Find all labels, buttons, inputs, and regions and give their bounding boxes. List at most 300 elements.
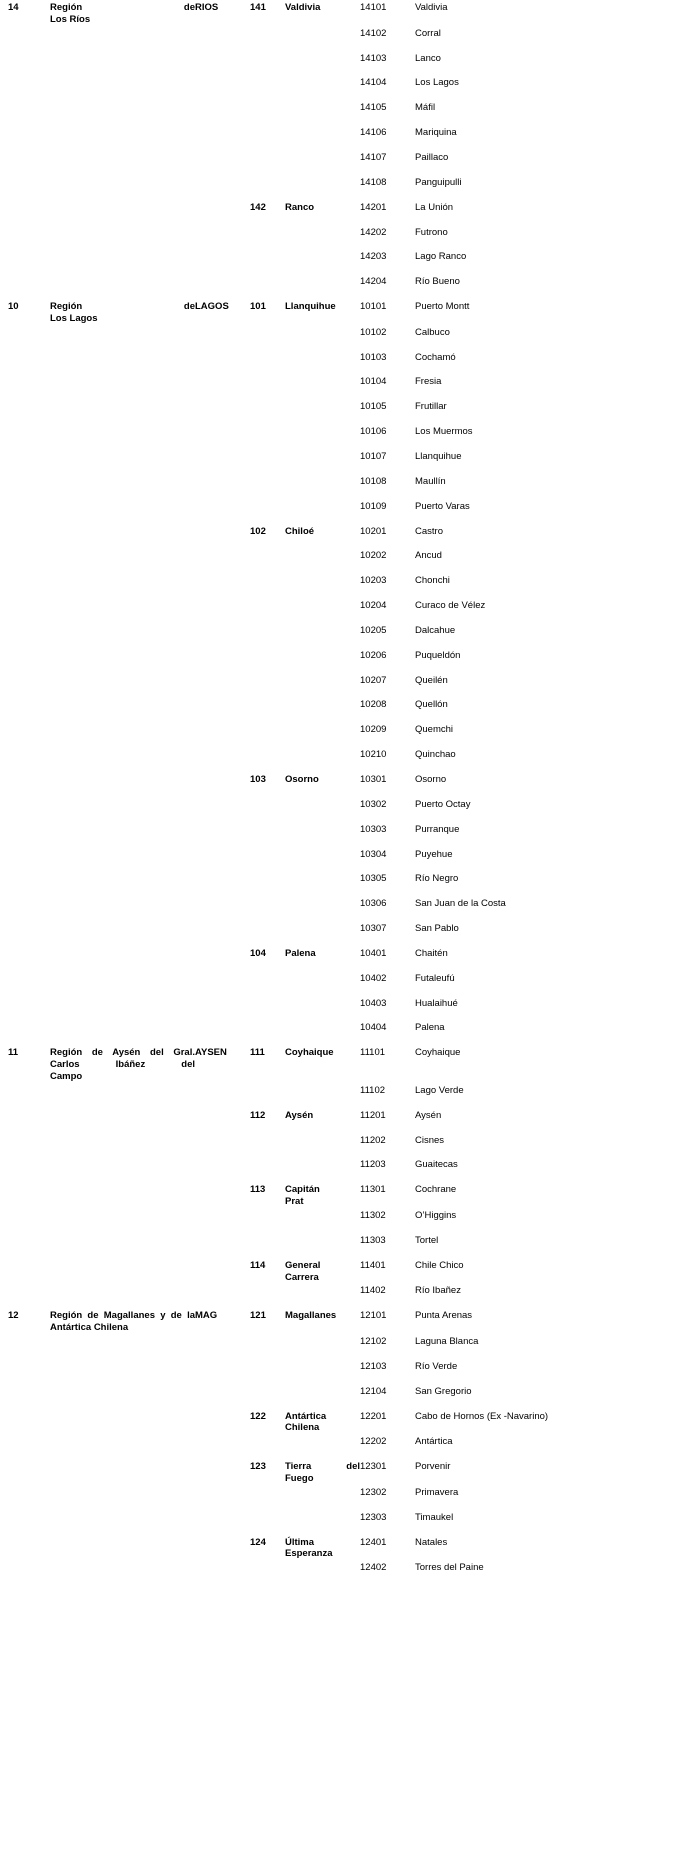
region-abbr-cell — [195, 350, 250, 375]
province-name-cell — [285, 1510, 360, 1535]
region-code-cell — [8, 1409, 50, 1435]
region-abbr-cell — [195, 1459, 250, 1485]
commune-code-cell: 14108 — [360, 176, 387, 188]
province-name-cell: Chiloé — [285, 525, 315, 537]
region-code-cell — [8, 921, 50, 946]
table-row — [8, 0, 588, 26]
province-name-cell — [285, 249, 360, 274]
region-code-cell: 10 — [8, 301, 19, 313]
region-code-cell — [8, 697, 50, 722]
region-code-cell — [8, 822, 50, 847]
region-code-cell — [8, 175, 50, 200]
province-code-cell — [250, 1560, 285, 1585]
region-code-cell — [8, 1133, 50, 1158]
region-abbr-cell — [195, 573, 250, 598]
commune-code-cell: 11202 — [360, 1134, 386, 1146]
region-name-cell — [50, 1384, 195, 1409]
table-row — [8, 374, 588, 399]
commune-name-cell: Río Negro — [415, 873, 459, 885]
region-code-cell — [8, 1020, 50, 1045]
region-name-cell — [50, 150, 195, 175]
province-code-cell: 141 — [250, 2, 266, 13]
province-name-cell — [285, 399, 360, 424]
region-code-cell — [8, 1535, 50, 1561]
table-row — [8, 200, 588, 225]
region-name-cell — [50, 225, 195, 250]
region-abbr-cell — [195, 747, 250, 772]
commune-name-cell: Cochamó — [415, 351, 456, 363]
province-name-cell — [285, 150, 360, 175]
table-row — [8, 996, 588, 1021]
province-name-cell: Palena — [285, 947, 316, 959]
province-name-cell — [285, 325, 360, 350]
commune-code-cell: 12104 — [360, 1385, 387, 1397]
commune-name-cell: San Gregorio — [415, 1385, 472, 1397]
region-abbr-cell — [195, 871, 250, 896]
commune-name-cell: Lago Verde — [415, 1084, 464, 1096]
province-name-cell — [285, 499, 360, 524]
province-code-cell — [250, 648, 285, 673]
province-code-cell — [250, 548, 285, 573]
commune-name-cell: Curaco de Vélez — [415, 600, 486, 612]
region-code-cell — [8, 847, 50, 872]
region-abbr-cell — [195, 598, 250, 623]
province-code-cell — [250, 249, 285, 274]
province-code-cell: 102 — [250, 525, 266, 537]
table-row — [8, 921, 588, 946]
province-code-cell — [250, 697, 285, 722]
commune-code-cell: 10103 — [360, 351, 387, 363]
region-code-cell — [8, 225, 50, 250]
region-abbr-cell — [195, 648, 250, 673]
commune-name-cell: Hualaihué — [415, 997, 458, 1009]
region-code-cell — [8, 350, 50, 375]
region-abbr-cell — [195, 249, 250, 274]
region-name-cell — [50, 424, 195, 449]
region-abbr-cell — [195, 1359, 250, 1384]
province-name-cell — [285, 175, 360, 200]
region-name-cell — [50, 847, 195, 872]
province-code-cell — [250, 722, 285, 747]
commune-code-cell: 10202 — [360, 550, 387, 562]
province-name-cell — [285, 474, 360, 499]
region-code-cell — [8, 1083, 50, 1108]
commune-name-cell: Queilén — [415, 674, 448, 686]
province-name-cell — [285, 1083, 360, 1108]
commune-name-cell: Quinchao — [415, 749, 456, 761]
commune-code-cell: 11302 — [360, 1210, 386, 1221]
commune-name-cell: Calbuco — [415, 326, 450, 338]
region-name-cell — [50, 399, 195, 424]
province-name-cell: Coyhaique — [285, 1047, 334, 1059]
table-row — [8, 26, 588, 51]
table-row — [8, 175, 588, 200]
region-abbr-cell — [195, 697, 250, 722]
table-row — [8, 971, 588, 996]
province-name-cell — [285, 1334, 360, 1359]
region-name-cell — [50, 1083, 195, 1108]
region-abbr-cell — [195, 1485, 250, 1510]
province-name-cell — [285, 100, 360, 125]
table-row — [8, 1334, 588, 1359]
province-name-cell: Tierra del Fuego — [285, 1461, 360, 1485]
region-abbr-cell — [195, 623, 250, 648]
province-code-cell — [250, 1334, 285, 1359]
region-name-cell — [50, 1020, 195, 1045]
commune-code-cell: 11402 — [360, 1285, 386, 1297]
table-row — [8, 449, 588, 474]
commune-code-cell: 14105 — [360, 102, 387, 114]
province-name-cell — [285, 1133, 360, 1158]
province-name-cell — [285, 548, 360, 573]
region-abbr-cell — [195, 424, 250, 449]
province-name-cell: Antártica Chilena — [285, 1410, 327, 1434]
region-code-cell — [8, 722, 50, 747]
region-name-cell — [50, 971, 195, 996]
region-abbr-cell — [195, 1510, 250, 1535]
commune-code-cell: 10208 — [360, 699, 387, 711]
table-row — [8, 299, 588, 325]
table-row — [8, 524, 588, 549]
table-row — [8, 1510, 588, 1535]
province-name-cell — [285, 623, 360, 648]
region-abbr-cell — [195, 971, 250, 996]
region-name-cell — [50, 374, 195, 399]
commune-code-cell: 10207 — [360, 674, 387, 686]
region-abbr-cell — [195, 822, 250, 847]
region-name-cell — [50, 648, 195, 673]
region-code-cell — [8, 1233, 50, 1258]
region-code-cell — [8, 1485, 50, 1510]
table-row — [8, 274, 588, 299]
province-code-cell — [250, 822, 285, 847]
region-name-cell: Región de Magallanes y de la Antártica Chilena — [50, 1310, 195, 1334]
region-name-cell — [50, 1459, 195, 1485]
province-code-cell: 122 — [250, 1410, 266, 1422]
province-code-cell — [250, 871, 285, 896]
table-row — [8, 822, 588, 847]
region-abbr-cell — [195, 175, 250, 200]
commune-code-cell: 10101 — [360, 301, 387, 313]
commune-code-cell: 10303 — [360, 823, 387, 835]
region-name-cell — [50, 1434, 195, 1459]
region-code-cell — [8, 598, 50, 623]
table-row — [8, 249, 588, 274]
province-name-cell — [285, 1434, 360, 1459]
commune-name-cell: Maullín — [415, 475, 446, 487]
commune-code-cell: 12202 — [360, 1436, 387, 1448]
region-abbr-cell — [195, 1208, 250, 1233]
commune-code-cell: 10304 — [360, 848, 387, 860]
region-name-cell — [50, 1409, 195, 1435]
region-name-cell — [50, 747, 195, 772]
region-name-cell — [50, 573, 195, 598]
region-code-cell — [8, 1208, 50, 1233]
commune-code-cell: 12303 — [360, 1511, 387, 1523]
table-row — [8, 474, 588, 499]
region-code-cell — [8, 499, 50, 524]
region-code-cell — [8, 1434, 50, 1459]
region-name-cell — [50, 1108, 195, 1133]
region-name-cell — [50, 1359, 195, 1384]
commune-name-cell: Mariquina — [415, 127, 457, 139]
region-code-cell — [8, 648, 50, 673]
province-code-cell — [250, 150, 285, 175]
commune-name-cell: Timaukel — [415, 1511, 454, 1523]
province-name-cell — [285, 871, 360, 896]
region-name-cell — [50, 175, 195, 200]
province-name-cell — [285, 1560, 360, 1585]
commune-name-cell: Laguna Blanca — [415, 1336, 479, 1348]
region-code-cell — [8, 125, 50, 150]
province-name-cell — [285, 1020, 360, 1045]
table-row — [8, 548, 588, 573]
province-name-cell — [285, 797, 360, 822]
commune-code-cell: 10108 — [360, 475, 387, 487]
commune-code-cell: 14101 — [360, 2, 387, 13]
commune-name-cell: Tortel — [415, 1234, 439, 1246]
commune-code-cell: 12201 — [360, 1410, 387, 1422]
province-code-cell: 104 — [250, 947, 266, 959]
region-abbr-cell — [195, 1233, 250, 1258]
region-code-cell — [8, 946, 50, 971]
commune-name-cell: Quellón — [415, 699, 448, 711]
table-row — [8, 747, 588, 772]
region-code-cell — [8, 1182, 50, 1208]
province-code-cell — [250, 449, 285, 474]
commune-name-cell: Río Verde — [415, 1360, 458, 1372]
region-abbr-cell — [195, 772, 250, 797]
commune-code-cell: 10204 — [360, 600, 387, 612]
province-code-cell — [250, 1133, 285, 1158]
commune-code-cell: 12101 — [360, 1310, 387, 1322]
province-code-cell: 112 — [250, 1109, 266, 1121]
commune-code-cell: 12301 — [360, 1461, 387, 1473]
commune-code-cell: 10401 — [360, 947, 387, 959]
region-name-cell — [50, 1334, 195, 1359]
province-code-cell: 101 — [250, 301, 266, 313]
province-name-cell: Aysén — [285, 1109, 314, 1121]
province-name-cell — [285, 274, 360, 299]
table-row — [8, 1560, 588, 1585]
region-abbr-cell — [195, 1384, 250, 1409]
region-abbr-cell — [195, 75, 250, 100]
table-row — [8, 424, 588, 449]
commune-name-cell: San Pablo — [415, 923, 459, 935]
commune-name-cell: Guaitecas — [415, 1159, 458, 1171]
region-name-cell — [50, 51, 195, 76]
province-code-cell — [250, 1434, 285, 1459]
region-name-cell — [50, 26, 195, 51]
commune-name-cell: Primavera — [415, 1486, 459, 1498]
commune-code-cell: 10203 — [360, 575, 387, 587]
province-name-cell — [285, 598, 360, 623]
region-abbr-cell — [195, 200, 250, 225]
region-name-cell — [50, 1157, 195, 1182]
province-name-cell — [285, 673, 360, 698]
region-abbr-cell — [195, 150, 250, 175]
commune-name-cell: Cabo de Hornos (Ex -Navarino) — [415, 1410, 549, 1422]
region-abbr-cell — [195, 673, 250, 698]
commune-name-cell: Puerto Octay — [415, 798, 471, 810]
province-code-cell: 121 — [250, 1310, 266, 1322]
region-name-cell — [50, 1485, 195, 1510]
province-name-cell — [285, 648, 360, 673]
region-abbr-cell — [195, 225, 250, 250]
commune-code-cell: 12401 — [360, 1536, 387, 1548]
region-name-cell — [50, 822, 195, 847]
region-name-cell — [50, 623, 195, 648]
province-name-cell — [285, 1485, 360, 1510]
table-row — [8, 1485, 588, 1510]
region-abbr-cell — [195, 797, 250, 822]
commune-code-cell: 10307 — [360, 923, 387, 935]
province-code-cell — [250, 1359, 285, 1384]
region-name-cell — [50, 325, 195, 350]
region-abbr-cell — [195, 1108, 250, 1133]
region-code-cell — [8, 1334, 50, 1359]
commune-name-cell: Panguipulli — [415, 176, 462, 188]
commune-name-cell: Frutillar — [415, 401, 447, 413]
commune-code-cell: 10206 — [360, 649, 387, 661]
region-name-cell — [50, 871, 195, 896]
table-row — [8, 1409, 588, 1435]
region-name-cell — [50, 946, 195, 971]
region-abbr-cell — [195, 996, 250, 1021]
commune-code-cell: 10402 — [360, 972, 387, 984]
commune-name-cell: Antártica — [415, 1436, 453, 1448]
commune-name-cell: Chonchi — [415, 575, 450, 587]
province-code-cell — [250, 1384, 285, 1409]
commune-name-cell: Puqueldón — [415, 649, 461, 661]
region-code-cell — [8, 474, 50, 499]
table-row — [8, 1083, 588, 1108]
table-row — [8, 772, 588, 797]
table-row — [8, 573, 588, 598]
region-abbr-cell — [195, 274, 250, 299]
region-abbr-cell — [195, 374, 250, 399]
region-abbr-cell — [195, 100, 250, 125]
region-abbr-cell — [195, 896, 250, 921]
region-name-cell — [50, 1283, 195, 1308]
commune-name-cell: Chile Chico — [415, 1259, 464, 1271]
table-row — [8, 1359, 588, 1384]
commune-name-cell: Quemchi — [415, 724, 454, 736]
province-code-cell — [250, 474, 285, 499]
region-name-cell — [50, 896, 195, 921]
commune-name-cell: Punta Arenas — [415, 1310, 473, 1322]
province-name-cell: Llanquihue — [285, 301, 336, 313]
region-code-cell — [8, 673, 50, 698]
province-name-cell — [285, 26, 360, 51]
province-name-cell — [285, 1233, 360, 1258]
region-name-cell — [50, 1258, 195, 1284]
table-row — [8, 1045, 588, 1083]
province-name-cell — [285, 1384, 360, 1409]
province-code-cell — [250, 51, 285, 76]
region-abbr-cell — [195, 1283, 250, 1308]
province-code-cell — [250, 374, 285, 399]
region-code-cell: 14 — [8, 2, 19, 13]
province-code-cell — [250, 996, 285, 1021]
region-abbr-cell — [195, 1560, 250, 1585]
region-code-cell — [8, 1384, 50, 1409]
table-row — [8, 1020, 588, 1045]
commune-code-cell: 11201 — [360, 1109, 386, 1121]
table-row — [8, 1157, 588, 1182]
table-row — [8, 1308, 588, 1334]
region-code-cell — [8, 623, 50, 648]
region-abbr-cell — [195, 946, 250, 971]
region-abbr-cell — [195, 474, 250, 499]
province-name-cell — [285, 971, 360, 996]
province-name-cell — [285, 996, 360, 1021]
table-row — [8, 1133, 588, 1158]
table-row — [8, 1535, 588, 1561]
table-body — [8, 0, 588, 1585]
commune-code-cell: 11301 — [360, 1184, 386, 1196]
table-row — [8, 225, 588, 250]
region-code-cell — [8, 747, 50, 772]
province-name-cell — [285, 350, 360, 375]
commune-code-cell: 14107 — [360, 151, 387, 163]
province-name-cell — [285, 449, 360, 474]
commune-name-cell: Fresia — [415, 376, 442, 388]
commune-code-cell: 10102 — [360, 326, 387, 338]
commune-name-cell: Cisnes — [415, 1134, 445, 1146]
region-abbr-cell — [195, 548, 250, 573]
region-name-cell — [50, 474, 195, 499]
province-code-cell — [250, 75, 285, 100]
table-row — [8, 350, 588, 375]
province-code-cell: 103 — [250, 773, 266, 785]
region-code-cell — [8, 274, 50, 299]
province-name-cell: General Carrera — [285, 1259, 321, 1283]
commune-name-cell: Lanco — [415, 52, 441, 64]
commune-code-cell: 10404 — [360, 1022, 387, 1034]
commune-name-cell: Río Ibañez — [415, 1285, 461, 1297]
region-abbr-cell — [195, 1157, 250, 1182]
region-code-cell — [8, 100, 50, 125]
province-name-cell: Osorno — [285, 773, 319, 785]
province-code-cell: 114 — [250, 1259, 266, 1271]
table-row — [8, 1182, 588, 1208]
region-name-cell — [50, 1133, 195, 1158]
region-code-cell — [8, 374, 50, 399]
commune-name-cell: Lago Ranco — [415, 251, 467, 263]
region-name-cell — [50, 1208, 195, 1233]
province-name-cell — [285, 1359, 360, 1384]
commune-code-cell: 10301 — [360, 773, 387, 785]
province-code-cell — [250, 747, 285, 772]
commune-code-cell: 10201 — [360, 525, 387, 537]
table-row — [8, 1108, 588, 1133]
table-row — [8, 648, 588, 673]
province-name-cell — [285, 921, 360, 946]
province-code-cell — [250, 896, 285, 921]
commune-name-cell: Los Muermos — [415, 426, 473, 438]
region-name-cell — [50, 996, 195, 1021]
table-row — [8, 722, 588, 747]
region-abbr-cell: MAG — [195, 1310, 218, 1322]
commune-code-cell: 12402 — [360, 1562, 387, 1574]
region-name-cell — [50, 722, 195, 747]
commune-name-cell: La Unión — [415, 201, 454, 213]
region-name-cell — [50, 772, 195, 797]
commune-name-cell: Paillaco — [415, 151, 449, 163]
province-name-cell — [285, 747, 360, 772]
province-code-cell: 111 — [250, 1047, 265, 1059]
